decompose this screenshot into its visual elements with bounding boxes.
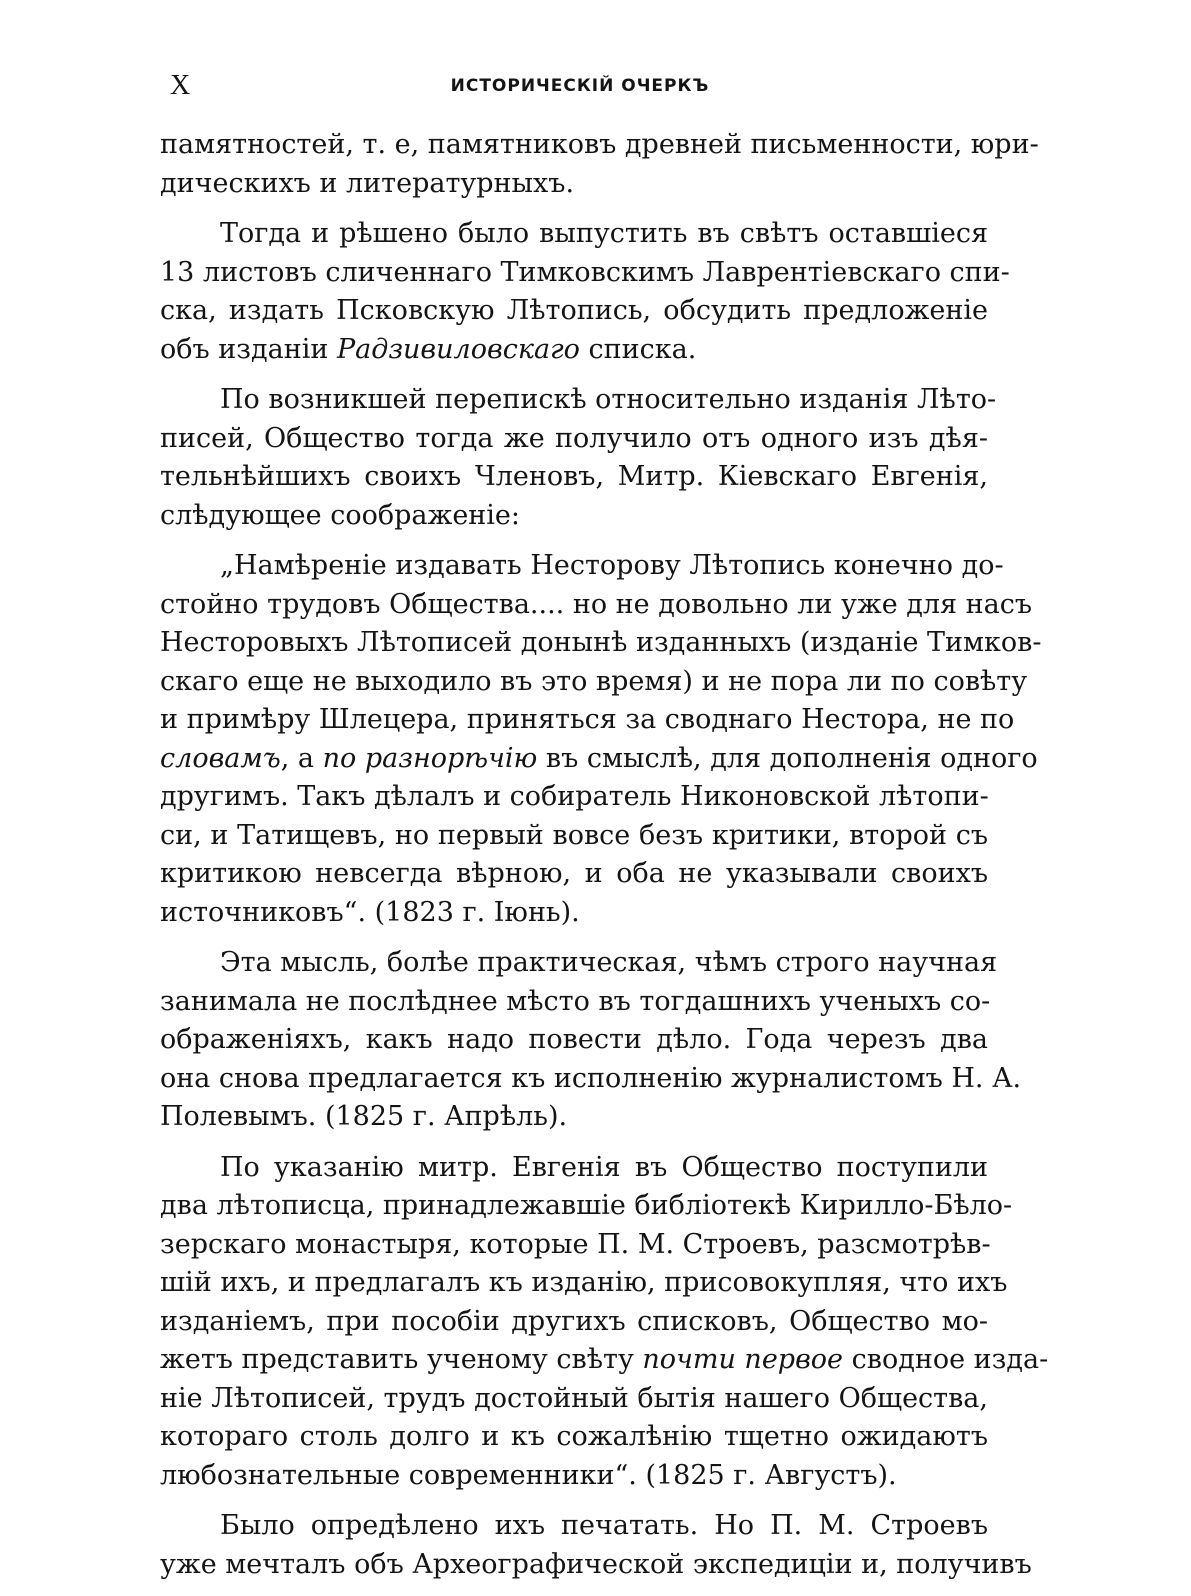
text-line: ображеніяхъ, какъ надо повести дѣло. Года черезъ два xyxy=(160,1024,988,1055)
text-line: ска, издать Псковскую Лѣтопись, обсудить предложеніе xyxy=(160,295,988,326)
text-line: По указанію митр. Евгенія въ Общество поступили xyxy=(220,1151,988,1183)
text-line: памятностей, т. е, памятниковъ древней письменности, юри- xyxy=(160,129,1039,160)
italic-text: по разнорѣчію xyxy=(322,742,538,774)
running-head xyxy=(170,70,990,106)
text-line: другимъ. Такъ дѣлалъ и собиратель Никоновской лѣтопи- xyxy=(160,781,989,812)
text-line: „Намѣреніе издавать Несторову Лѣтопись конечно до- xyxy=(220,550,1004,581)
paragraph xyxy=(160,1149,1049,1496)
text-line: шій ихъ, и предлагалъ къ изданію, присовокупляя, что ихъ xyxy=(160,1267,1008,1298)
running-title: ИСТОРИЧЕСКІЙ ОЧЕРКЪ xyxy=(450,76,710,96)
text-line: По возникшей перепискѣ относительно изданія Лѣто- xyxy=(220,384,997,415)
text-line: критикою невсегда вѣрною, и оба не указывали своихъ xyxy=(160,858,988,889)
text-line: она снова предлагается къ исполненію журналистомъ Н. А. xyxy=(160,1062,1022,1094)
text-line: си, и Татищевъ, но первый вовсе безъ критики, второй съ xyxy=(160,819,988,851)
text-line: стойно трудовъ Общества.... но не довольно ли уже для насъ xyxy=(160,588,1033,620)
text-run: списка. xyxy=(579,333,697,365)
text-line: любознательные современники“. (1825 г. Августъ). xyxy=(160,1459,897,1491)
text-line xyxy=(160,331,988,370)
text-line: писей, Общество тогда же получило отъ одного изъ дѣя- xyxy=(160,422,988,454)
text-line: дическихъ и литературныхъ. xyxy=(160,167,575,199)
body-text xyxy=(160,126,1049,1596)
text-line: два лѣтописца, принадлежавшіе библіотекѣ Кирилло-Бѣло- xyxy=(160,1190,1013,1221)
text-line: и примѣру Шлецера, приняться за своднаго Нестора, не по xyxy=(160,704,1015,735)
text-run: въ смыслѣ, для дополненія одного xyxy=(537,742,1038,774)
text-line: Несторовыхъ Лѣтописей донынѣ изданныхъ (изданіе Тимков- xyxy=(160,627,1042,658)
paragraph xyxy=(160,547,1042,932)
text-line: Эта мысль, болѣе практическая, чѣмъ строго научная xyxy=(220,947,998,978)
text-line: Тогда и рѣшено было выпустить въ свѣтъ оставшіеся xyxy=(220,218,988,249)
text-run: сводное изда- xyxy=(843,1344,1049,1375)
italic-text: Радзивиловскаго xyxy=(336,333,580,365)
text-run: , а xyxy=(280,742,323,774)
text-line xyxy=(160,1341,1049,1380)
italic-text: почти первое xyxy=(642,1344,844,1375)
text-line: ніе Лѣтописей, трудъ достойный бытія нашего Общества, xyxy=(160,1382,988,1414)
text-line: изданіемъ, при пособіи другихъ списковъ, Общество мо- xyxy=(160,1305,988,1337)
page-number: X xyxy=(170,70,191,101)
paragraph xyxy=(160,944,1022,1137)
text-run: жетъ представить ученому свѣту xyxy=(160,1344,643,1375)
text-line: тельнѣйшихъ своихъ Членовъ, Митр. Кіевскаго Евгенія, xyxy=(160,461,988,492)
text-line: Полевымъ. (1825 г. Апрѣль). xyxy=(160,1101,568,1132)
paragraph xyxy=(160,215,1010,369)
paragraph xyxy=(160,381,997,535)
text-line: зерскаго монастыря, которые П. М. Строевъ, разсмотрѣв- xyxy=(160,1228,991,1260)
text-line: уже мечталъ объ Археографической экспедиціи и, получивъ xyxy=(160,1548,1032,1580)
text-line: занимала не послѣднее мѣсто въ тогдашнихъ ученыхъ со- xyxy=(160,985,991,1017)
text-line xyxy=(160,740,1038,779)
text-run: объ изданіи xyxy=(160,333,337,365)
italic-text: словамъ xyxy=(160,742,281,774)
paragraph xyxy=(160,1507,1032,1584)
paragraph xyxy=(160,126,1039,203)
text-line: 13 листовъ сличеннаго Тимковскимъ Лаврентіевскаго спи- xyxy=(160,256,1010,288)
text-line: источниковъ“. (1823 г. Іюнь). xyxy=(160,896,580,928)
text-line: скаго еще не выходило въ это время) и не пора ли по совѣту xyxy=(160,665,1028,697)
text-line: Было опредѣлено ихъ печатать. Но П. М. Строевъ xyxy=(220,1510,988,1541)
text-line: котораго столь долго и къ сожалѣнію тщетно ожидаютъ xyxy=(160,1421,988,1452)
text-line: слѣдующее соображеніе: xyxy=(160,499,521,531)
